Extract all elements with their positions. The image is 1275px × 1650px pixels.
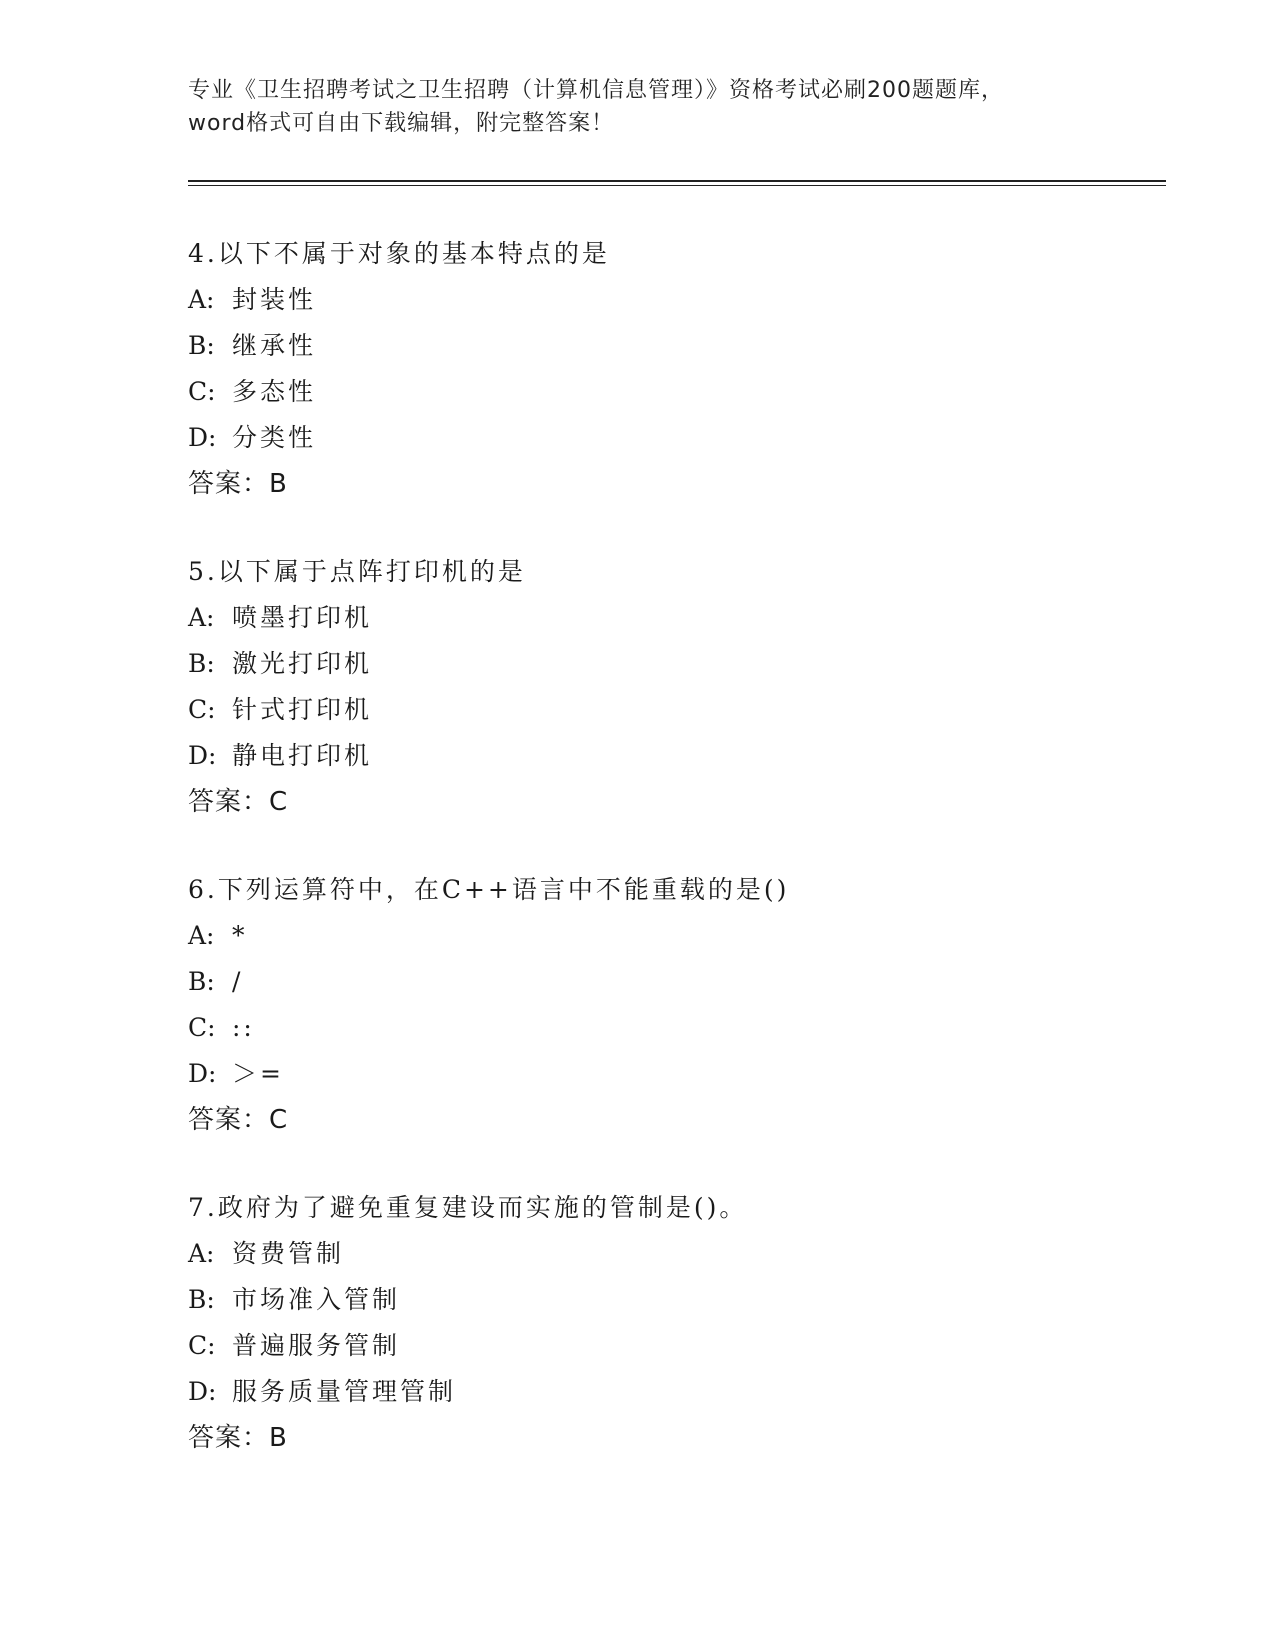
question-title: 6.下列运算符中，在C++语言中不能重载的是() — [188, 875, 790, 904]
question-title: 5.以下属于点阵打印机的是 — [188, 557, 526, 586]
header-line-1: 专业《卫生招聘考试之卫生招聘（计算机信息管理）》资格考试必刷200题题库， — [188, 78, 1004, 103]
option-d — [188, 1058, 1148, 1104]
answer-line: 答案：B — [188, 469, 288, 499]
answer-line: 答案：B — [188, 1423, 288, 1453]
option-d — [188, 1376, 1148, 1422]
option-text: :: — [232, 1013, 255, 1042]
option-text: 服务质量管理管制 — [232, 1377, 457, 1406]
option-c — [188, 694, 1148, 740]
option-key: D: — [188, 1059, 217, 1088]
option-text: 分类性 — [232, 423, 317, 452]
option-key: A: — [188, 285, 215, 314]
option-a — [188, 920, 1148, 966]
option-b — [188, 330, 1148, 376]
question-title: 4.以下不属于对象的基本特点的是 — [188, 239, 610, 268]
answer-line: 答案：C — [188, 1105, 289, 1135]
option-key: D: — [188, 1377, 217, 1406]
option-d — [188, 422, 1148, 468]
option-b — [188, 966, 1148, 1012]
option-d — [188, 740, 1148, 786]
option-text: 封装性 — [232, 285, 317, 314]
option-key: B: — [188, 649, 215, 678]
option-text: ＞= — [232, 1059, 284, 1088]
option-text: * — [232, 921, 248, 950]
option-c — [188, 376, 1148, 422]
option-text: 喷墨打印机 — [232, 603, 373, 632]
question-title: 7.政府为了避免重复建设而实施的管制是()。 — [188, 1193, 748, 1222]
option-key: A: — [188, 603, 215, 632]
answer-line: 答案：C — [188, 787, 289, 817]
option-a — [188, 1238, 1148, 1284]
option-text: 普遍服务管制 — [232, 1331, 401, 1360]
option-text: 静电打印机 — [232, 741, 373, 770]
option-text: 市场准入管制 — [232, 1285, 401, 1314]
option-c — [188, 1330, 1148, 1376]
header-divider-thick — [188, 180, 1166, 182]
option-text: 多态性 — [232, 377, 317, 406]
option-b — [188, 1284, 1148, 1330]
option-text: 继承性 — [232, 331, 317, 360]
option-key: C: — [188, 1013, 216, 1042]
option-text: 激光打印机 — [232, 649, 373, 678]
option-key: A: — [188, 921, 215, 950]
option-key: C: — [188, 377, 216, 406]
question-block — [188, 1192, 1148, 1468]
option-a — [188, 602, 1148, 648]
option-key: C: — [188, 1331, 216, 1360]
option-a — [188, 284, 1148, 330]
option-key: D: — [188, 423, 217, 452]
option-key: B: — [188, 1285, 215, 1314]
option-text: 资费管制 — [232, 1239, 345, 1268]
option-key: A: — [188, 1239, 215, 1268]
option-text: / — [232, 967, 244, 996]
header-line-2: word格式可自由下载编辑，附完整答案！ — [188, 111, 615, 136]
option-key: B: — [188, 331, 215, 360]
option-key: D: — [188, 741, 217, 770]
question-block — [188, 874, 1148, 1150]
option-c — [188, 1012, 1148, 1058]
option-b — [188, 648, 1148, 694]
document-header — [188, 74, 1088, 140]
option-key: B: — [188, 967, 215, 996]
header-divider-thin — [188, 185, 1166, 186]
option-key: C: — [188, 695, 216, 724]
question-block — [188, 556, 1148, 832]
option-text: 针式打印机 — [232, 695, 373, 724]
question-block — [188, 238, 1148, 514]
